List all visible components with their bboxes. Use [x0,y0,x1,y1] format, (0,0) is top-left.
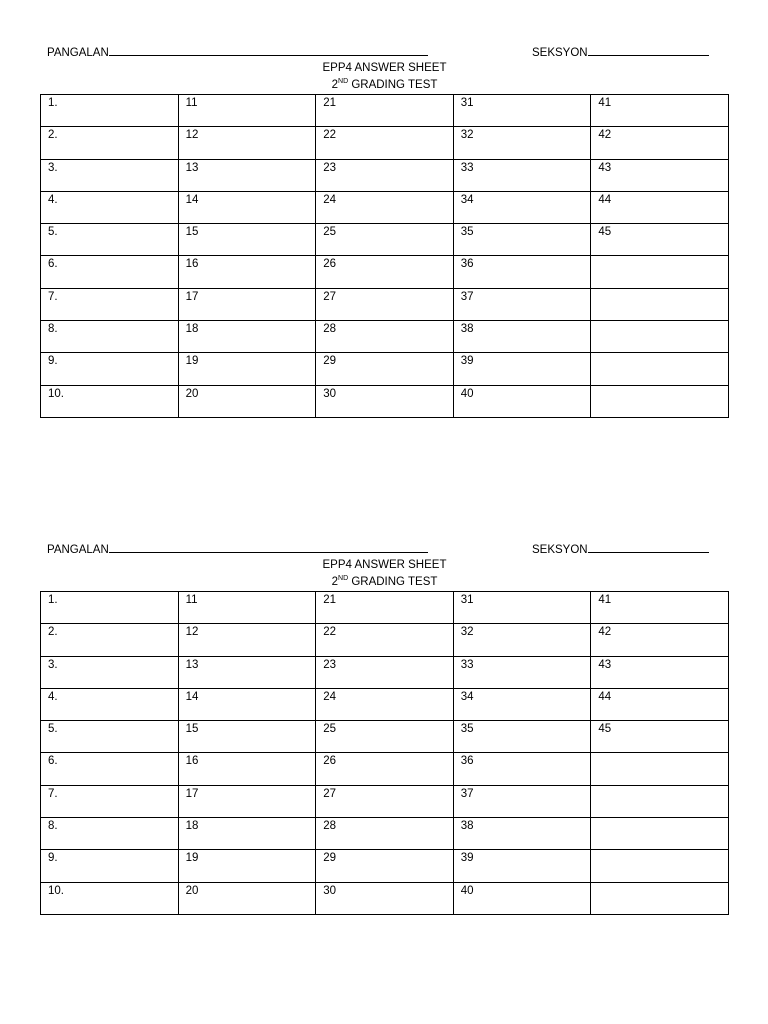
answer-cell[interactable]: 37 [453,785,591,817]
answer-cell[interactable]: 14 [178,688,316,720]
answer-cell[interactable]: 17 [178,785,316,817]
answer-cell[interactable]: 44 [591,688,729,720]
answer-cell[interactable]: 3. [41,159,179,191]
answer-cell[interactable]: 16 [178,256,316,288]
table-row [41,385,729,417]
answer-cell[interactable]: 33 [453,656,591,688]
table-row [41,850,729,882]
answer-cell[interactable]: 25 [316,224,454,256]
name-label: PANGALAN [47,47,109,59]
answer-cell[interactable] [591,256,729,288]
answer-cell[interactable]: 31 [453,592,591,624]
answer-table-body [41,592,729,915]
table-row [41,688,729,720]
answer-cell[interactable]: 36 [453,753,591,785]
answer-cell[interactable]: 23 [316,159,454,191]
answer-cell[interactable]: 12 [178,624,316,656]
answer-cell[interactable]: 42 [591,624,729,656]
table-row [41,818,729,850]
answer-cell[interactable] [591,353,729,385]
table-row [41,321,729,353]
sheet-subtitle [40,77,729,94]
table-row [41,592,729,624]
answer-cell[interactable]: 25 [316,721,454,753]
answer-cell[interactable]: 30 [316,385,454,417]
name-field[interactable] [47,541,428,556]
answer-cell[interactable]: 8. [41,321,179,353]
table-row [41,882,729,914]
answer-cell[interactable]: 15 [178,721,316,753]
answer-cell[interactable]: 27 [316,785,454,817]
table-row [41,656,729,688]
answer-cell[interactable]: 40 [453,882,591,914]
answer-cell[interactable] [591,753,729,785]
name-blank-line[interactable] [109,44,428,56]
answer-cell[interactable]: 33 [453,159,591,191]
answer-cell[interactable]: 16 [178,753,316,785]
table-row [41,191,729,223]
subtitle-number: 2 [331,79,339,91]
answer-cell[interactable]: 35 [453,721,591,753]
title-block [40,60,729,94]
answer-cell[interactable]: 10. [41,882,179,914]
answer-cell[interactable]: 26 [316,753,454,785]
answer-cell[interactable]: 14 [178,191,316,223]
subtitle-number: 2 [331,576,339,588]
subtitle-superscript: ND [338,78,349,85]
answer-cell[interactable]: 20 [178,882,316,914]
answer-cell[interactable] [591,818,729,850]
answer-cell[interactable]: 41 [591,592,729,624]
section-label: SEKSYON [532,47,588,59]
answer-cell[interactable]: 5. [41,224,179,256]
answer-cell[interactable]: 19 [178,850,316,882]
answer-cell[interactable]: 13 [178,159,316,191]
name-blank-line[interactable] [109,541,428,553]
section-blank-line[interactable] [588,44,709,56]
answer-cell[interactable]: 1. [41,95,179,127]
answer-cell[interactable]: 44 [591,191,729,223]
answer-cell[interactable]: 34 [453,688,591,720]
answer-cell[interactable]: 32 [453,127,591,159]
answer-cell[interactable]: 19 [178,353,316,385]
answer-cell[interactable]: 4. [41,688,179,720]
answer-cell[interactable] [591,882,729,914]
name-field[interactable] [47,44,428,59]
answer-cell[interactable]: 43 [591,159,729,191]
table-row [41,224,729,256]
answer-cell[interactable]: 24 [316,191,454,223]
answer-cell[interactable]: 4. [41,191,179,223]
answer-cell[interactable]: 7. [41,288,179,320]
table-row [41,127,729,159]
answer-cell[interactable] [591,385,729,417]
sheet-subtitle [40,574,729,591]
answer-cell[interactable]: 42 [591,127,729,159]
header-row [40,44,729,60]
answer-table [40,94,729,418]
answer-cell[interactable]: 5. [41,721,179,753]
table-row [41,624,729,656]
answer-cell[interactable]: 41 [591,95,729,127]
answer-cell[interactable]: 9. [41,353,179,385]
answer-cell[interactable]: 21 [316,95,454,127]
table-row [41,159,729,191]
table-row [41,721,729,753]
answer-cell[interactable]: 2. [41,127,179,159]
answer-cell[interactable]: 43 [591,656,729,688]
answer-sheet-1 [40,44,729,418]
answer-cell[interactable]: 18 [178,321,316,353]
answer-cell[interactable]: 12 [178,127,316,159]
answer-cell[interactable]: 34 [453,191,591,223]
section-field[interactable] [532,541,709,556]
subtitle-rest: GRADING TEST [348,576,438,588]
answer-cell[interactable]: 2. [41,624,179,656]
answer-cell[interactable]: 45 [591,224,729,256]
answer-sheet-2 [40,541,729,915]
table-row [41,95,729,127]
answer-cell[interactable]: 11 [178,95,316,127]
section-blank-line[interactable] [588,541,709,553]
answer-cell[interactable]: 22 [316,127,454,159]
answer-cell[interactable]: 13 [178,656,316,688]
answer-cell[interactable]: 1. [41,592,179,624]
header-row [40,541,729,557]
answer-cell[interactable] [591,850,729,882]
sheet-title: EPP4 ANSWER SHEET [322,559,447,571]
answer-cell[interactable]: 37 [453,288,591,320]
table-row [41,256,729,288]
answer-cell[interactable] [591,288,729,320]
answer-cell[interactable]: 23 [316,656,454,688]
subtitle-superscript: ND [338,575,349,582]
subtitle-rest: GRADING TEST [348,79,438,91]
answer-cell[interactable]: 24 [316,688,454,720]
answer-cell[interactable]: 6. [41,256,179,288]
answer-cell[interactable] [591,321,729,353]
answer-cell[interactable]: 7. [41,785,179,817]
answer-cell[interactable]: 30 [316,882,454,914]
answer-cell[interactable]: 18 [178,818,316,850]
answer-cell[interactable]: 29 [316,353,454,385]
answer-cell[interactable]: 39 [453,850,591,882]
answer-table-body [41,95,729,418]
table-row [41,353,729,385]
answer-cell[interactable]: 17 [178,288,316,320]
answer-cell[interactable]: 32 [453,624,591,656]
answer-cell[interactable]: 21 [316,592,454,624]
name-label: PANGALAN [47,544,109,556]
answer-cell[interactable]: 28 [316,818,454,850]
answer-cell[interactable]: 8. [41,818,179,850]
answer-cell[interactable]: 27 [316,288,454,320]
answer-cell[interactable]: 28 [316,321,454,353]
title-block [40,557,729,591]
answer-cell[interactable]: 40 [453,385,591,417]
answer-cell[interactable]: 45 [591,721,729,753]
answer-cell[interactable]: 22 [316,624,454,656]
section-label: SEKSYON [532,544,588,556]
answer-cell[interactable]: 35 [453,224,591,256]
table-row [41,785,729,817]
answer-table [40,591,729,915]
table-row [41,288,729,320]
answer-cell[interactable]: 10. [41,385,179,417]
answer-cell[interactable]: 38 [453,321,591,353]
sheet-title: EPP4 ANSWER SHEET [322,62,447,74]
answer-cell[interactable]: 26 [316,256,454,288]
answer-cell[interactable]: 20 [178,385,316,417]
answer-cell[interactable]: 31 [453,95,591,127]
answer-cell[interactable]: 11 [178,592,316,624]
answer-cell[interactable]: 38 [453,818,591,850]
answer-cell[interactable]: 29 [316,850,454,882]
answer-cell[interactable]: 9. [41,850,179,882]
table-row [41,753,729,785]
answer-cell[interactable] [591,785,729,817]
answer-cell[interactable]: 6. [41,753,179,785]
answer-cell[interactable]: 39 [453,353,591,385]
answer-cell[interactable]: 15 [178,224,316,256]
answer-cell[interactable]: 3. [41,656,179,688]
section-field[interactable] [532,44,709,59]
answer-cell[interactable]: 36 [453,256,591,288]
